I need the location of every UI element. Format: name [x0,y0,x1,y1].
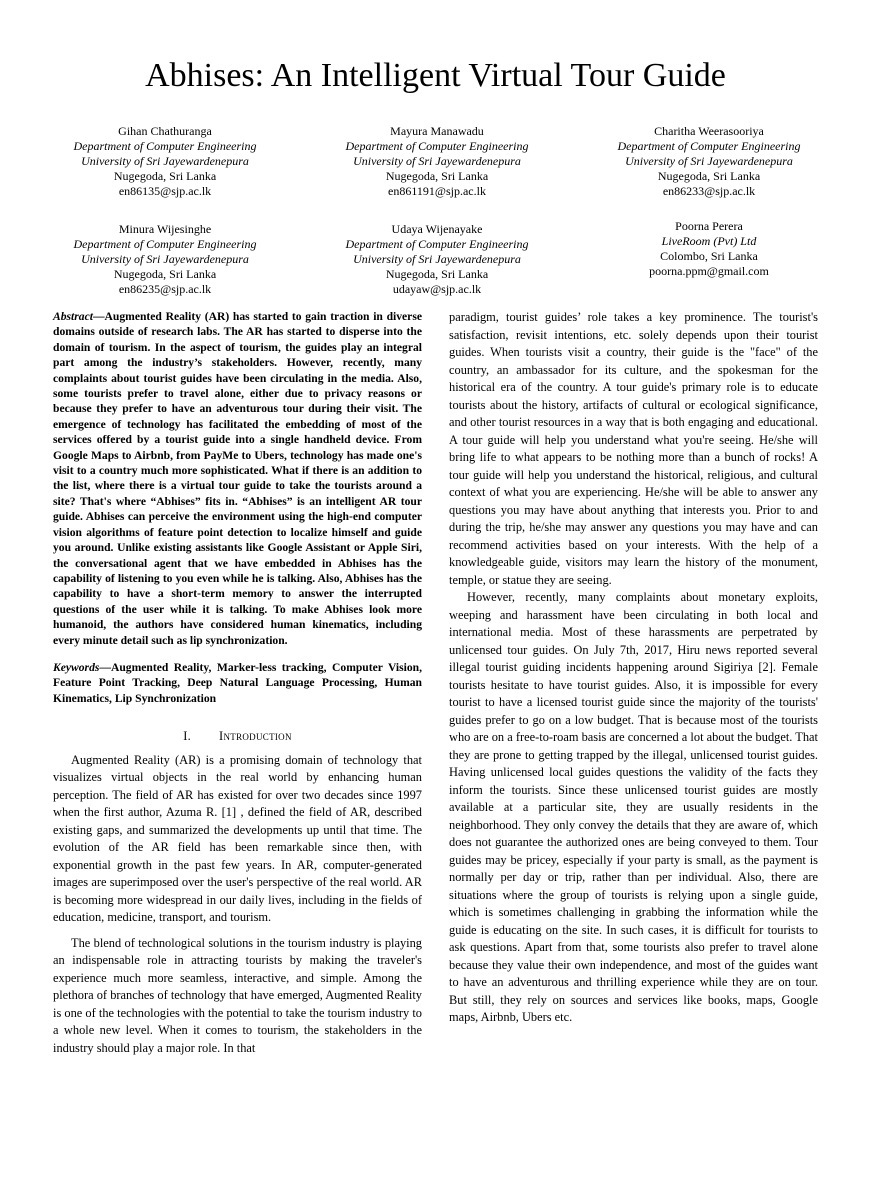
author-block [45,222,285,297]
author-block [589,219,829,279]
author-email: en861191@sjp.ac.lk [388,184,486,198]
body-paragraph: The blend of technological solutions in the tourism industry is playing an indispensable role in attracting tourists by making the traveler's experience much more seamless, interactive, and simple. Among the plethora of branches of technology that have emerged, Augmented Reality is one of the technologies with the potential to take the tourism industry to a whole new level. When it comes to tourism, the stakeholders in the industry should play a major role. In that [53,935,422,1055]
author-name: Mayura Manawadu [390,124,484,138]
author-name: Gihan Chathuranga [118,124,212,138]
section-heading [53,728,422,746]
author-affiliation: University of Sri Jayewardenepura [81,154,249,168]
author-department: Department of Computer Engineering [73,139,257,153]
author-email: udayaw@sjp.ac.lk [392,282,482,296]
left-column [53,309,422,1057]
author-affiliation: University of Sri Jayewardenepura [353,252,521,266]
author-email: en86233@sjp.ac.lk [662,184,756,198]
author-department: Department of Computer Engineering [617,139,801,153]
author-location: Nugegoda, Sri Lanka [385,169,489,183]
keywords-lead: Keywords [53,660,100,674]
abstract [53,309,422,648]
author-name: Udaya Wijenayake [391,222,483,236]
author-affiliation: University of Sri Jayewardenepura [81,252,249,266]
author-department: Department of Computer Engineering [345,237,529,251]
right-column [449,309,818,1027]
author-location: Nugegoda, Sri Lanka [657,169,761,183]
body-paragraph: However, recently, many complaints about monetary exploits, weeping and harassment have been circulating in both local and international media. Most of these harassments are perpetrated by unlicensed tour guides. On July 7th, 2017, Hiru news reported several illegal tourist guiding incidents happening around Sigiriya [2]. Female tourists hesitate to have tourist guides. Also, it is impossible for every tourist to have a licensed tourist guide since the majority of the tourists' guides prefer to go on a low budget. That is because most of the tourists who are on a free-to-roam basis are concerned a lot about the budget. That they are prone to getting trapped by the illegal, unlicensed tourist guides. Having unlicensed local guides questions the validity of the facts they inform the tourists. Since these unlicensed tourist guides are mostly available at a particular site, they are usually residents in the neighborhood. They only convey the details that they are aware of, which does not guarantee the authorized ones are being conveyed to them. Tour guides may be pricey, especially if your party is small, as the payment is normally per day or trip, rather than per individual. Also, there are situations where the group of tourists is relying upon a single guide, which is sometimes challenging in grabbing the information while the guide is educating on the site. In such cases, it is difficult for tourists to ask questions. Apart from that, some tourists also prefer to travel alone because they value their own independence, and most of the guides want to have an adventurous and thrilling experience while they are on tour. But still, they rely on sources and services like books, maps, Google maps, Airbnb, Ubers etc. [449,590,818,1024]
abstract-lead: Abstract [53,310,93,323]
author-block [317,124,557,199]
author-location: Nugegoda, Sri Lanka [113,169,217,183]
author-affiliation: University of Sri Jayewardenepura [625,154,793,168]
author-block [317,222,557,297]
author-department: Department of Computer Engineering [73,237,257,251]
author-department: Department of Computer Engineering [345,139,529,153]
author-affiliation: University of Sri Jayewardenepura [353,154,521,168]
author-name: Poorna Perera [675,219,743,233]
author-affiliation: LiveRoom (Pvt) Ltd [661,234,757,248]
author-location: Nugegoda, Sri Lanka [385,267,489,281]
page-title: Abhises: An Intelligent Virtual Tour Guide [145,57,726,94]
body-paragraph: Augmented Reality (AR) is a promising domain of technology that visualizes virtual objects in the real world by enhancing human perception. The field of AR has existed for over two decades since 1997 when the first author, Azuma R. [1] , defined the field of AR, described existing gaps, and summarized the developments up until that time. The evolution of the AR field has been remarkable since then, with exponential growth in the past few years. In AR, computer-generated images are superimposed over the user's perspective of the real world. AR is becoming more widespread in our daily lives, including in the fields of education, medicine, transport, and tourism. [53,752,422,925]
author-location: Colombo, Sri Lanka [660,249,758,263]
section-title: Introduction [219,729,292,744]
author-name: Minura Wijesinghe [118,222,212,236]
keywords-text: —Augmented Reality, Marker-less tracking, Computer Vision, Feature Point Tracking, Deep Natural Language Processing, Human Kinematics, Lip Synchronization [53,660,422,705]
section-number: I. [183,729,192,744]
author-email: en86135@sjp.ac.lk [118,184,212,198]
abstract-text: —Augmented Reality (AR) has started to gain traction in diverse domains outside of research labs. The AR has started to disperse into the domain of tourism. In the aspect of tourism, the guides play an integral part among the industry’s stakeholders. However, recently, many complaints about tourist guides have been circulating in the media. Also, some tourists prefer to travel alone, either due to privacy reasons or because they prefer to have an adventurous tour during their visit. The emergence of technology has facilitated the embedding of most of the services offered by a tourist guide into a single handheld device. From Google Maps to Airbnb, from PayMe to Ubers, technology has made one's visit to a country much more sophisticated. What if there is an addition to the list, where there is a virtual tour guide to take the tourists around a site? That's where “Abhises” fits in. “Abhises” is an intelligent AR tour guide. Abhises can perceive the environment using the high-end computer vision algorithms of feature point detection to localize himself and guide you around. Unlike existing assistants like Google Assistant or Apple Siri, the conversational agent that we have embedded in Abhises has the capability of listening to you even while he is talking. Also, Abhises has the capability to have a short-term memory to answer the interrupted questions of the user while it is talking. To make Abhises look more humanoid, the authors have considered human kinematics, including every minute detail such as lip synchronization. [53,310,422,647]
author-email: poorna.ppm@gmail.com [649,264,769,278]
author-block [589,124,829,199]
author-email: en86235@sjp.ac.lk [118,282,212,296]
body-paragraph: paradigm, tourist guides’ role takes a key prominence. The tourist's satisfaction, revisit intentions, etc. solely depends upon their tourist guides. When tourists visit a country, their guide is the "face" of the country, an ambassador for its culture, and the spokesman for the historical era of the country. A tour guide's primary role is to educate tourists about the history, artifacts of cultural or ecological significance, and other tourist resources in a way that is both engaging and educational. A tour guide will help you understand what you're seeing. He/she will bring life to what appears to be nothing more than a bunch of rocks! A tour guide will help you understand the historical, religious, and cultural context of what you are experiencing. He/she will be able to answer any questions you may have about anything that interests you. Prior to and during the trip, he/she may answer any questions you may have and can recommend activities based on your interests. With the help of a knowledgeable guide, visitors may learn the history of the monument, temple, or statue they are seeing. [449,310,818,587]
author-block [45,124,285,199]
author-name: Charitha Weerasooriya [654,124,764,138]
keywords [53,660,422,706]
author-location: Nugegoda, Sri Lanka [113,267,217,281]
